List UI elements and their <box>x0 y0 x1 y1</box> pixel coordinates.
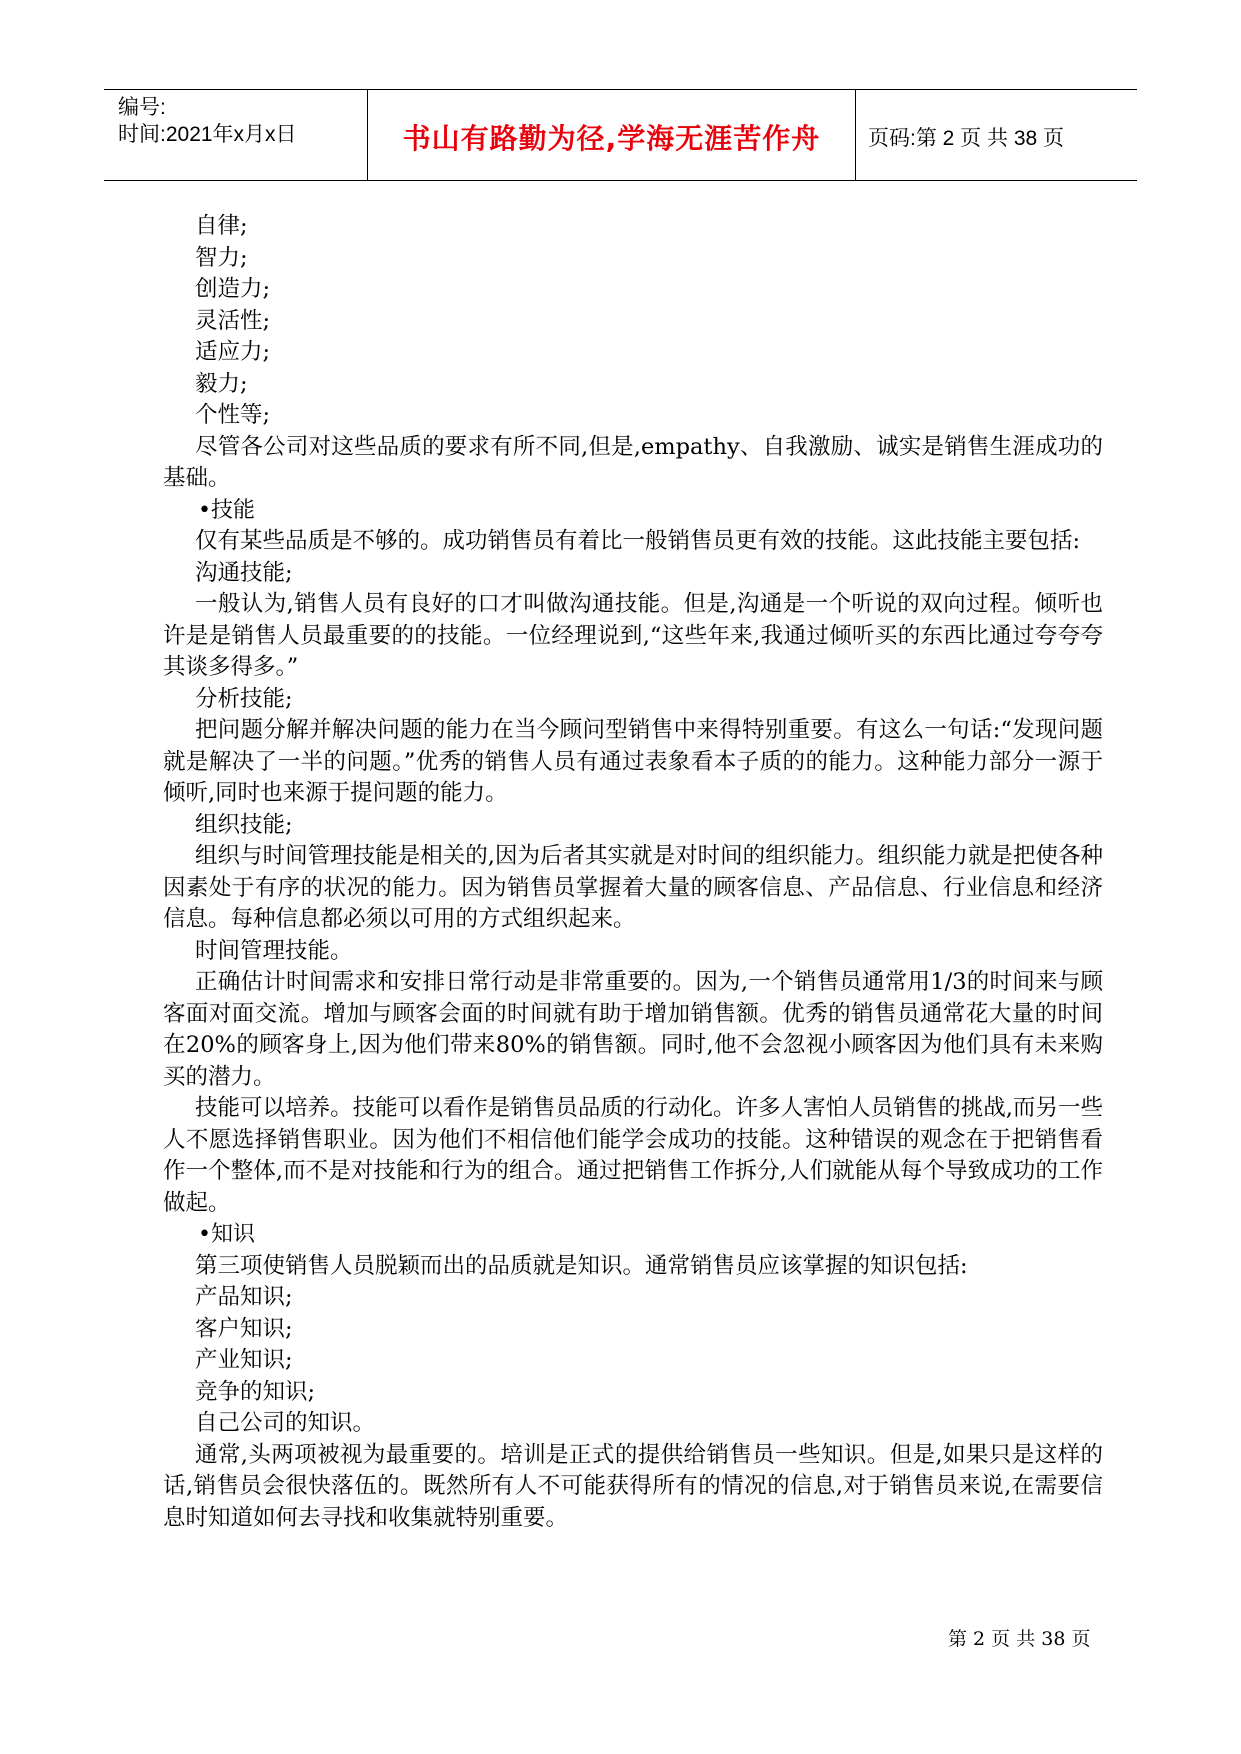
body-paragraph: 产品知识; <box>195 1284 293 1310</box>
page-header <box>104 89 1137 181</box>
body-paragraph: 把问题分解并解决问题的能力在当今顾问型销售中来得特别重要。有这么一句话:“发现问题就是解决了一半的问题。”优秀的销售人员有通过表象看本子质的的能力。这种能力部分一源于倾听,同时也来源于提问题的能力。 <box>163 717 1103 806</box>
body-paragraph: 一般认为,销售人员有良好的口才叫做沟通技能。但是,沟通是一个听说的双向过程。倾听也许是是销售人员最重要的的技能。一位经理说到,“这些年来,我通过倾听买的东西比通过夸夸夸其谈多得多。” <box>163 591 1103 680</box>
body-paragraph: 组织技能; <box>195 811 293 838</box>
body-paragraph: 技能可以培养。技能可以看作是销售员品质的行动化。许多人害怕人员销售的挑战,而另一些人不愿选择销售职业。因为他们不相信他们能学会成功的技能。这种错误的观念在于把销售看作一个整体,而不是对技能和行为的组合。通过把销售工作拆分,人们就能从每个导致成功的工作做起。 <box>163 1095 1103 1216</box>
header-page-info: 页码:第 2 页 共 38 页 <box>868 127 1065 150</box>
body-paragraph: 时间管理技能。 <box>195 937 353 964</box>
body-paragraph: 沟通技能; <box>195 559 293 586</box>
body-paragraph: 自己公司的知识。 <box>195 1410 376 1436</box>
body-paragraph: 自律; <box>195 213 248 239</box>
header-motto: 书山有路勤为径,学海无涯苦作舟 <box>368 90 856 180</box>
document-time-label: 时间:2021年x月x日 <box>118 123 297 146</box>
section-heading: •知识 <box>198 1222 255 1247</box>
body-paragraph: 通常,头两项被视为最重要的。培训是正式的提供给销售员一些知识。但是,如果只是这样的话,销售员会很快落伍的。既然所有人不可能获得所有的情况的信息,对于销售员来说,在需要信息时知道如何去寻找和收集就特别重要。 <box>163 1441 1103 1531</box>
body-paragraph: 第三项使销售人员脱颖而出的品质就是知识。通常销售员应该掌握的知识包括: <box>195 1252 968 1279</box>
header-meta <box>104 90 368 180</box>
body-paragraph: 正确估计时间需求和安排日常行动是非常重要的。因为,一个销售员通常用1/3的时间来与顾客面对面交流。增加与顾客会面的时间就有助于增加销售额。优秀的销售员通常花大量的时间在20%的顾客身上,因为他们带来80%的销售额。同时,他不会忽视小顾客因为他们具有未来购买的潜力。 <box>163 969 1103 1090</box>
body-paragraph: 组织与时间管理技能是相关的,因为后者其实就是对时间的组织能力。组织能力就是把使各种因素处于有序的状况的能力。因为销售员掌握着大量的顾客信息、产品信息、行业信息和经济信息。每种信息都必须以可用的方式组织起来。 <box>163 843 1103 932</box>
body-paragraph: 适应力; <box>195 339 271 365</box>
page-footer: 第 2 页 共 38 页 <box>948 1628 1091 1650</box>
body-paragraph: 尽管各公司对这些品质的要求有所不同,但是,empathy、自我激励、诚实是销售生涯成功的基础。 <box>163 433 1103 491</box>
section-heading: •技能 <box>198 497 255 523</box>
body-paragraph: 分析技能; <box>195 685 293 712</box>
document-body <box>163 211 1103 1534</box>
body-paragraph: 灵活性; <box>195 307 271 334</box>
body-paragraph: 智力; <box>195 244 248 271</box>
body-paragraph: 客户知识; <box>195 1315 293 1342</box>
document-number-label: 编号: <box>118 96 166 119</box>
body-paragraph: 产业知识; <box>195 1347 293 1373</box>
body-paragraph: 毅力; <box>195 370 248 397</box>
body-paragraph: 个性等; <box>195 402 271 428</box>
body-paragraph: 创造力; <box>195 276 271 302</box>
body-paragraph: 竞争的知识; <box>195 1378 316 1405</box>
body-paragraph: 仅有某些品质是不够的。成功销售员有着比一般销售员更有效的技能。这此技能主要包括: <box>195 528 1081 554</box>
